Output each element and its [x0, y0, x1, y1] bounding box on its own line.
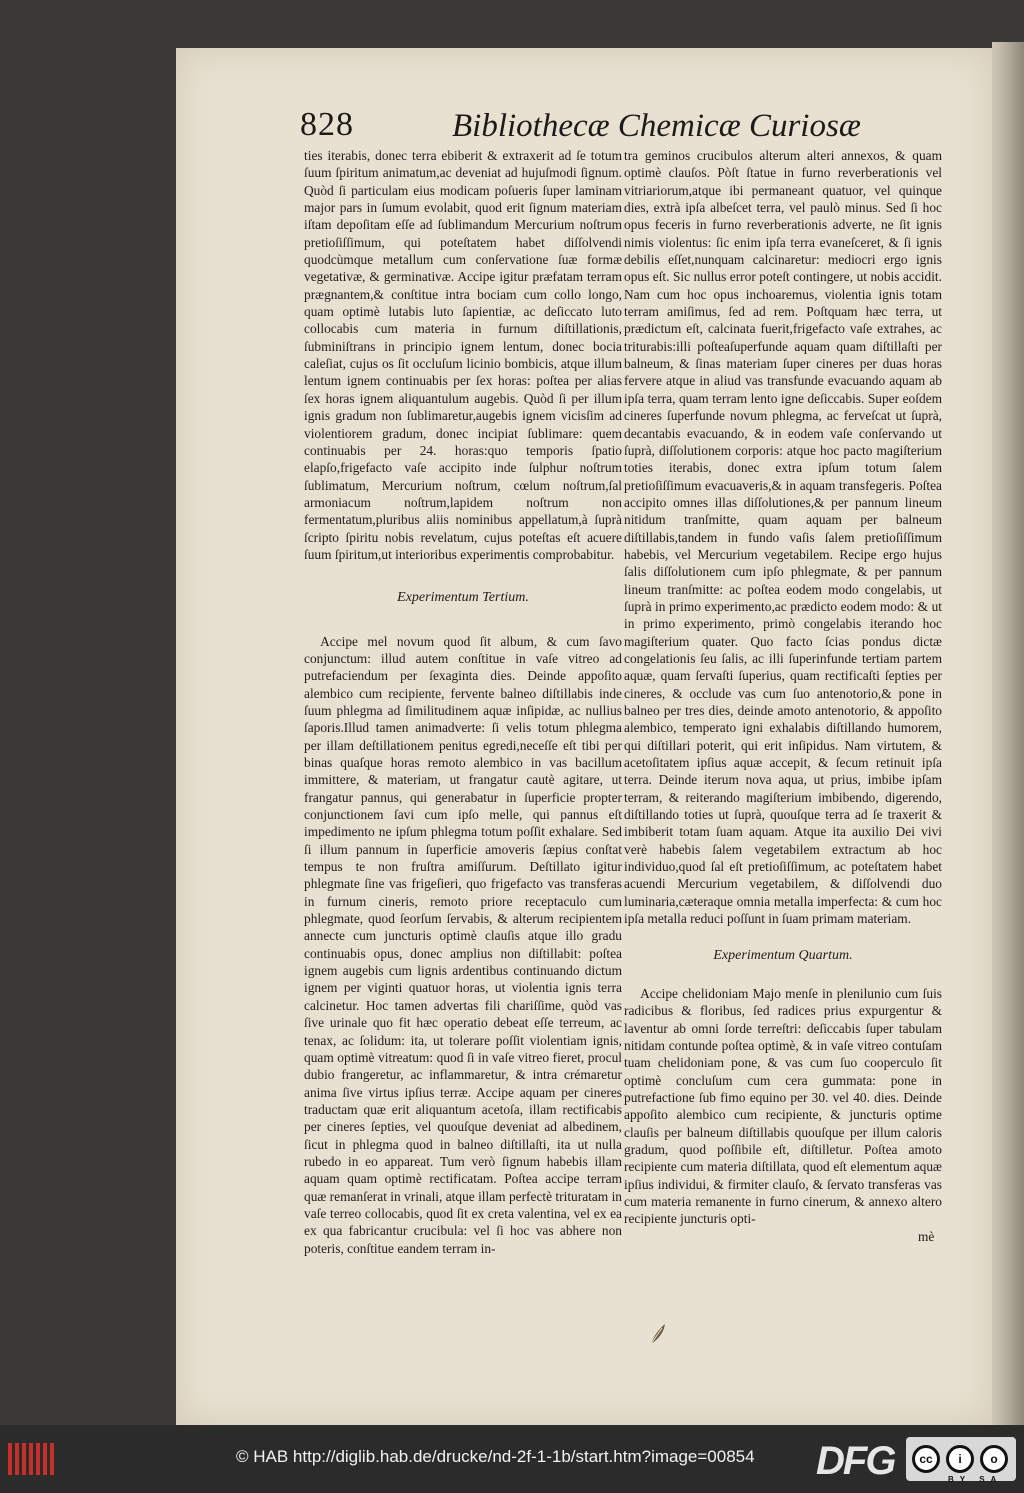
- catchword: mè: [918, 1229, 935, 1244]
- page-number: 828: [300, 106, 354, 143]
- hab-logo-icon: [8, 1443, 54, 1475]
- paragraph: Accipe mel novum quod ſit album, & cum ſavo conjunctum: illud autem conſtitue in vaſe vitreo ad putrefaciendum per ſexaginta dies. Deinde appoſito alembico cum recipiente, fervente balneo diſtillabis inde ſuum phlegma ad ſimilitudinem aquæ inſipidæ, ac nullius ſaporis.Illud tamen animadverte: ſi velis totum phlegma per illam deſtillationem penitus egredi,neceſſe eſt tibi per binas quaſque horas remoto alembico in vas bacillum immittere, & materiam, ut frangatur cautè agitare, ut frangatur pannus, qui generabatur in ſuperficie propter conjunctionem ſavi cum ipſo melle, qui pannus eſt impedimento ne ipſum phlegma totum poſſit exhalare. Sed ſi illum pannum in ſuperficie amoveris ſæpius conſtat tempus te non fruſtra amiſſurum. Deſtillato igitur phlegmate ſine vas frigeſieri, quo frigefacto vas transferas in furnum cineris, remoto priore receptaculo cum phlegmate, quod ſeorſum ſervabis, & alterum recipientem annecte cum juncturis optimè clauſis atque illo gradu continuabis opus, donec amplius non diſtillabit: poſtea ignem augebis cum lignis ardentibus continuando dictum ignem per viginti quatuor horas, ut violentia ignis terra calcinetur. Hoc tamen advertas fili chariſſime, quòd vas ſive urinale quo fit hæc operatio debeat eſſe terreum, ac tenax, ac ſolidum: ita, ut tolerare poſſit violentiam ignis, quam optimè vitreatum: quod ſi in vaſe vitreo fieret, procul dubio frangeretur, ac inflammaretur, & intra crémaretur anima ſive virtus ipſius terræ. Accipe aquam per cineres traductam quæ erit aliquantum acetoſa, illam rectificabis per cineres ſepties, vel quouſque deveniat ad albedinem, ſicut in phlegma quod in balneo diſtillaſti, ita ut nulla rubedo in eo appareat. Tum verò ſignum habebis illam aquam quam optimè rectificatam. Poſtea accipe terram quæ remanſerat in vrinali, atque illam perfectè trituratam in vaſe terreo collocabis, quod ſit ex creta valentina, vel ex ea ex qua fabricantur crucibula: vel ſi hoc vas abhere non poteris, conſtitue eandem terram in-: [304, 633, 622, 1256]
- cc-icon: cc: [912, 1445, 940, 1473]
- paragraph: ties iterabis, donec terra ebiberit & extraxerit ad ſe totum ſuum ſpiritum animatum,ac deveniat ad hujuſmodi ſignum. Quòd ſi particulam eius modicam poſueris ſuper laminam major pars in ſumum evolabit, quod erit ſignum materiam iſtam depoſitam eſſe ad ſublimandum Mercurium noſtrum pretioſiſſimum, qui poteſtatem habet diſſolvendi quodcùmque metallum cum conſervatione ſuæ formæ vegetativæ, & germinativæ. Accipe igitur præfatam terram prægnantem,& conſtitue intra bociam cum collo longo, quam optimè lutabis luto ſapientiæ, ac deſiccato luto collocabis cum materia in furnum diſtillationis, ſubminiſtrans in principio ignem lentum, donec bocia caleſiat, cujus os ſit occluſum licinio bombicis, atque illum lentum ignem continuabis per ſex horas: poſtea per alias ſex horas ignem aliquantulum augebis. Quòd ſi per illum ignis gradum non ſublimaretur,augebis ignem vicisſim ad violentiorem gradum, donec incipiat ſublimare: quem continuabis per 24. horas:quo temporis ſpatio elapſo,frigefacto vaſe accipito inde ſulphur noſtrum ſublimatum, Mercurium noſtrum, cœlum noſtrum,ſal armoniacum noſtrum,lapidem noſtrum non fermentatum,pluribus aliis nominibus appellatum,à ſuprà ſcripto ſpiritu nobis revelatum, cujus poteſtas eſt acuere ſuum ſpiritum,ut interioribus experimentis comprobabitur.: [304, 148, 622, 562]
- footer-bar: [0, 1425, 1024, 1493]
- license-labels: BY SA: [948, 1475, 1003, 1484]
- right-column: [624, 147, 942, 1228]
- leaf-ornament-icon: [648, 1322, 668, 1346]
- paragraph: Accipe chelidoniam Majo menſe in plenilunio cum ſuis radicibus & floribus, ſed radices prius expurgentur & laventur ab omni ſorde terreſtri: deſiccabis ſuper tabulam nitidam contunde poſtea optimè, & in vaſe vitreo contuſam tuam chelidoniam pone, & vas cum ſuo cooperculo ſit optimè concluſum cum cera gummata: pone in putrefactione ſub fimo equino per 30. vel 40. dies. Deinde appoſito alembico cum recipiente, & juncturis optime clauſis per balneum diſtillabis quouſque per illum caloris gradum, quod poſſibile eſt, diſtilletur. Poſtea amoto recipiente cum materia diſtillata, quod eſt elementum aquæ ipſius individui, & firmiter clauſo, & ſervato transferas vas cum materia remanente in furno cinerum, & annexo altero recipiente juncturis opti-: [624, 985, 942, 1227]
- left-column: [304, 147, 622, 1257]
- paragraph: tra geminos crucibulos alterum alteri annexos, & quam optimè clauſos. Pòſt ſtatue in furno reverberationis vel vitriariorum,atque ibi permaneant quatuor, vel quinque dies, extrà ipſa albeſcet terra, vel paulò minus. Sed ſi hoc opus feceris in furno reverberationis adverte, ne ſit ignis nimis violentus: ſic enim ipſa terra evaneſceret, & ſi ignis debilis eſſet,nunquam calcinaretur: mediocri ergo ignis opus eſt. Sic nullus error poteſt contingere, ut nobis accidit. Nam cum hoc opus inchoaremus, violentia ignis totam terram amiſimus, ſed ad rem. Poſtquam hæc terra, ut prædictum eſt, calcinata fuerit,frigefacto vaſe extrahes, ac triturabis:illi poſteaſuperfunde aquam quam diſtillaſti per balneum, & ſinas materiam ſuper cineres per duas horas fervere atque in aliud vas transfunde evacuando aquam ab ipſa terra, quam terram lento igne deſiccabis. Super eoſdem cineres ſuperfunde novum phlegma, ac ferveſcat ut ſuprà, decantabis evacuando, & in eodem vaſe conſervando ut ſuprà, diſſolutionem corporis: atque hoc pacto magiſterium toties iterabis, donec extra ipſum totum ſalem pretioſiſſimum evacuaveris,& in aquam transfegeris. Poſtea accipito omnes illas diſſolutiones,& per pannum lineum nitidum tranſmitte, quam aquam per balneum diſtillabis,tandem in fundo vaſis ſalem pretioſiſſimum habebis, vel Mercurium vegetabilem. Recipe ergo hujus ſalis diſſolutionem cum ipſo phlegmate, & per pannum lineum tranſmitte: ac poſtea eodem modo congelabis, ut ſuprà in primo experimento,ac prædicto eodem modo: & ut in primo experimento, primò congelabis iterando hoc magiſterium quater. Quo facto ſcias pondus dictæ congelationis ſeu ſalis, ac illi ſuperinfunde tertiam partem aquæ, quam ſervaſti ſuperius, quam rectificaſti ſepties per cineres, & occlude vas cum ſuo antenotorio,& pone in balneo per tres dies, deinde amoto antenotorio, & appoſito alembico, temperato igni exhalabis diſtillando humorem, qui diſtillari poterit, qui erit inſipidus. Nam virtutem, & acetoſitatem ipſius aquæ accepit, & ſecum retinuit ipſa terra. Deinde iterum nova aqua, ut prius, imbibe ipſam terram, & reiterando magiſterium imbibendo, digerendo, diſtillando toties ut ſuprà, quouſque terra ad ſe traxerit & imbiberit totam ſuam aquam. Atque ita auxilio Dei vivi verè habebis ſalem vegetabilem extractum ab hoc individuo,quod ſal eſt pretioſiſſimum, ac poteſtatem habet acuendi Mercurium vegetabilem, & diſſolvendi duo luminaria,cæteraque omnia metalla imperfecta: & cum hoc ipſa metalla reduci poſſunt in ſuam primam materiam.: [624, 148, 942, 927]
- running-head: [300, 106, 860, 150]
- page-edge: [992, 42, 1024, 1425]
- sa-icon: o: [980, 1445, 1008, 1473]
- section-heading: Experimentum Quartum.: [713, 948, 853, 964]
- source-link[interactable]: © HAB http://diglib.hab.de/drucke/nd-2f-1-1b/start.htm?image=00854: [236, 1447, 755, 1466]
- dfg-logo: DFG: [816, 1439, 895, 1483]
- by-icon: i: [946, 1445, 974, 1473]
- section-heading: Experimentum Tertium.: [397, 590, 529, 606]
- running-title: Bibliothecæ Chemicæ Curiosæ: [452, 108, 861, 144]
